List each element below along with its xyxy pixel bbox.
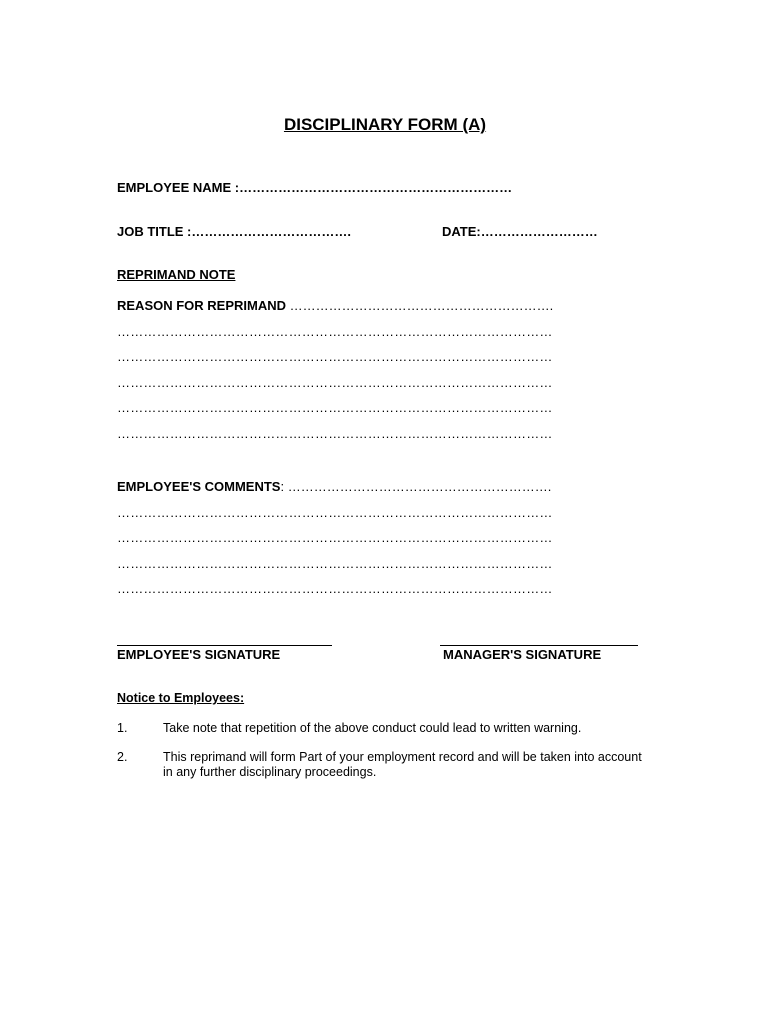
notice-item-text: Take note that repetition of the above conduct could lead to written warning. bbox=[163, 721, 582, 735]
comments-row bbox=[117, 479, 551, 494]
reason-row bbox=[117, 298, 553, 313]
manager-signature-label: MANAGER'S SIGNATURE bbox=[443, 647, 602, 662]
reason-line[interactable]: ……………………………………………………………………………………… bbox=[117, 375, 553, 390]
employee-name-label: EMPLOYEE NAME : bbox=[117, 180, 240, 195]
date-label: DATE: bbox=[442, 224, 481, 239]
job-title-field[interactable]: ………………………………. bbox=[191, 224, 352, 239]
reason-label: REASON FOR REPRIMAND bbox=[117, 298, 287, 313]
comments-line[interactable]: ……………………………………………………………………………………… bbox=[117, 556, 553, 571]
reprimand-note-heading: REPRIMAND NOTE bbox=[117, 267, 236, 282]
comments-colon: : bbox=[280, 479, 285, 494]
manager-signature-line[interactable] bbox=[440, 645, 638, 646]
notice-item-text: This reprimand will form Part of your employment record and will be taken into account in any further disciplinary proceedings. bbox=[163, 750, 642, 779]
employee-signature-line[interactable] bbox=[117, 645, 332, 646]
employee-signature-label: EMPLOYEE'S SIGNATURE bbox=[117, 647, 281, 662]
comments-line[interactable]: ……………………………………………………………………………………… bbox=[117, 505, 553, 520]
comments-field[interactable]: ……………………………………………………. bbox=[284, 479, 552, 494]
reason-line[interactable]: ……………………………………………………………………………………… bbox=[117, 324, 553, 339]
employee-name-field[interactable]: ……………………………………………………… bbox=[239, 180, 513, 195]
notice-item-number: 1. bbox=[117, 721, 128, 735]
notice-heading: Notice to Employees: bbox=[117, 691, 245, 705]
date-row bbox=[442, 224, 598, 239]
date-field[interactable]: ……………………… bbox=[480, 224, 598, 239]
comments-line[interactable]: ……………………………………………………………………………………… bbox=[117, 530, 553, 545]
comments-line[interactable]: ……………………………………………………………………………………… bbox=[117, 581, 553, 596]
reason-line[interactable]: ……………………………………………………………………………………… bbox=[117, 349, 553, 364]
comments-label: EMPLOYEE'S COMMENTS bbox=[117, 479, 281, 494]
job-title-label: JOB TITLE : bbox=[117, 224, 192, 239]
job-title-row bbox=[117, 224, 351, 239]
reason-line[interactable]: ……………………………………………………………………………………… bbox=[117, 426, 553, 441]
notice-item-number: 2. bbox=[117, 750, 128, 764]
form-title: DISCIPLINARY FORM (A) bbox=[283, 115, 487, 134]
reason-field[interactable]: ……………………………………………………. bbox=[286, 298, 554, 313]
reason-line[interactable]: ……………………………………………………………………………………… bbox=[117, 400, 553, 415]
employee-name-row bbox=[117, 180, 512, 195]
